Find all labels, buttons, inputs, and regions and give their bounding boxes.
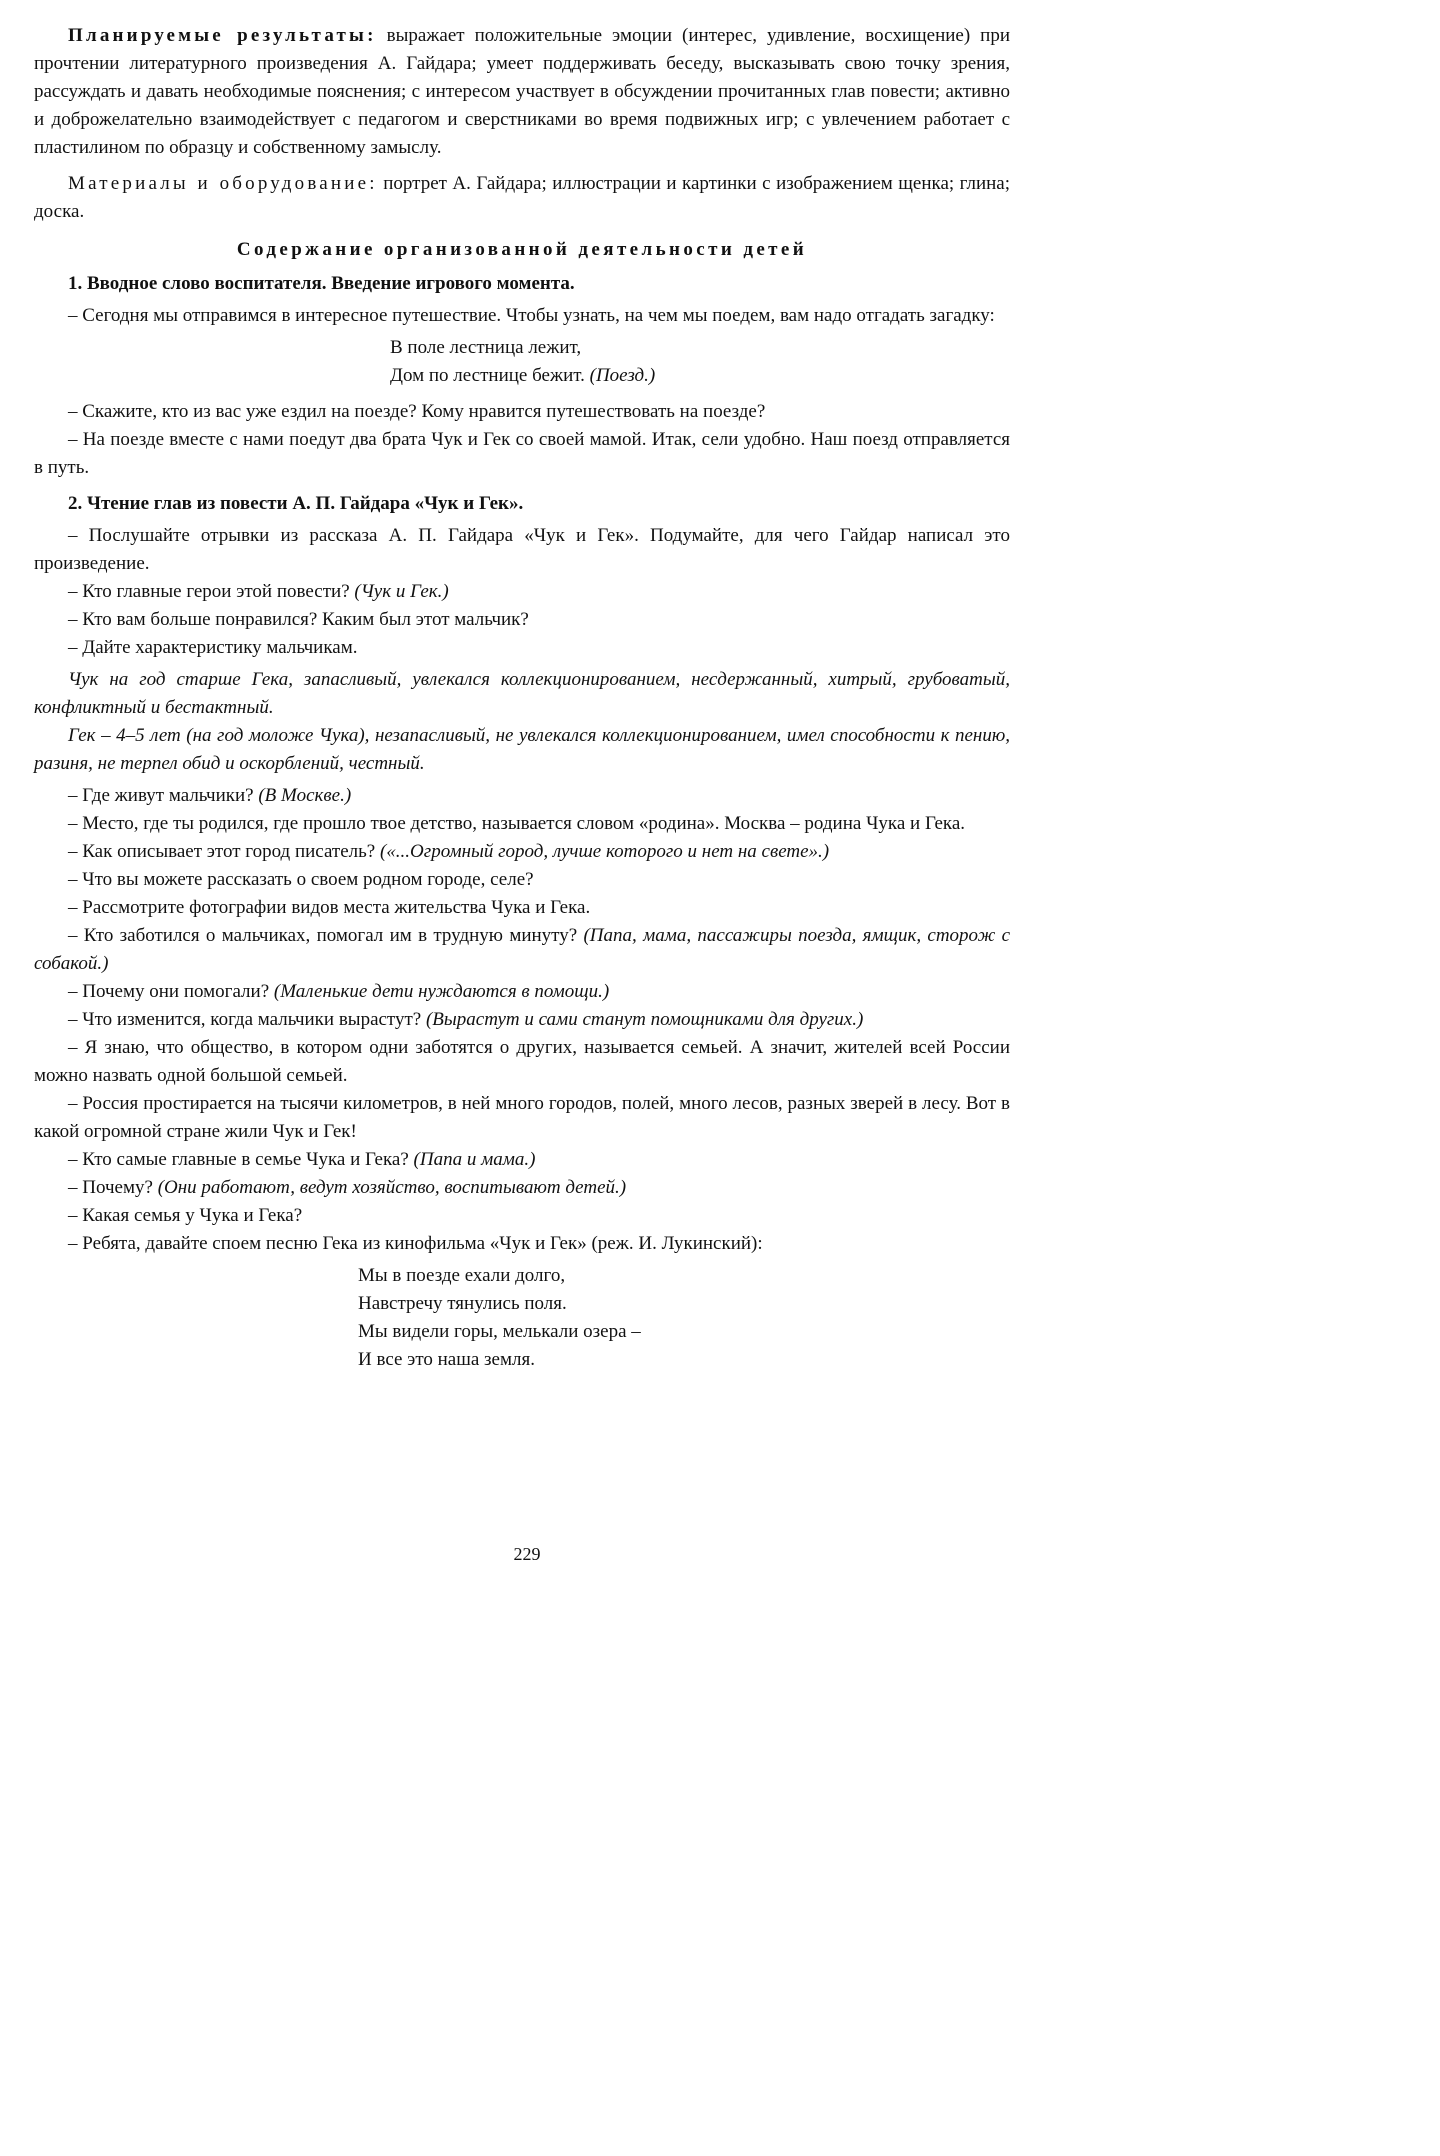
part1-question: – Скажите, кто из вас уже ездил на поезде? Кому нравится путешествовать на поезде?	[68, 401, 766, 422]
part2-q4: – Где живут мальчики? (В Москве.)	[68, 785, 352, 806]
song-line: Мы видели горы, мелькали озера –	[358, 1321, 641, 1342]
part2-q7: – Рассмотрите фотографии видов места жительства Чука и Гека.	[68, 897, 591, 918]
part2-q6: – Что вы можете рассказать о своем родном городе, селе?	[68, 869, 534, 890]
part2-q12: – Почему? (Они работают, ведут хозяйство, воспитывают детей.)	[68, 1177, 627, 1198]
part2-song-intro: – Ребята, давайте споем песню Гека из кинофильма «Чук и Гек» (реж. И. Лукинский):	[68, 1233, 763, 1254]
planned-results-label: Планируемые результаты:	[68, 25, 377, 46]
part1-title: 1. Вводное слово воспитателя. Введение игрового момента.	[68, 273, 575, 294]
materials-paragraph	[34, 170, 1010, 226]
part2-q2: – Кто вам больше понравился? Каким был этот мальчик?	[68, 609, 529, 630]
song-line: И все это наша земля.	[358, 1349, 535, 1370]
song-line: Мы в поезде ехали долго,	[358, 1265, 566, 1286]
planned-results-text: выражает положительные эмоции (интерес, удивление, восхищение) при прочтении литературного произведения А. Гайдара; умеет поддерживать беседу, высказывать свою точку зрения, рассуждать и давать необходимые пояснения; с интересом участвует в обсуждении прочитанных глав повести; активно и доброжелательно взаимодействует с педагогом и сверстниками во время подвижных игр; с увлечением работает с пластилином по образцу и собственному замыслу.	[34, 25, 1010, 158]
part1-train-paragraph: – На поезде вместе с нами поедут два брата Чук и Гек со своей мамой. Итак, сели удобно. Наш поезд отправляется в путь.	[34, 429, 1010, 478]
part2-q5: – Как описывает этот город писатель? («...Огромный город, лучше которого и нет на свете».)	[68, 841, 830, 862]
part2-q11: – Кто самые главные в семье Чука и Гека? (Папа и мама.)	[68, 1149, 536, 1170]
text-column	[34, 22, 1010, 1374]
part2-q3: – Дайте характеристику мальчикам.	[68, 637, 358, 658]
materials-label: Материалы и оборудование:	[68, 173, 378, 194]
part1-intro: – Сегодня мы отправимся в интересное путешествие. Чтобы узнать, на чем мы поедем, вам надо отгадать загадку:	[68, 305, 995, 326]
part2-homeland: – Место, где ты родился, где прошло твое детство, называется словом «родина». Москва – родина Чука и Гека.	[68, 813, 966, 834]
part2-q10: – Что изменится, когда мальчики вырастут? (Вырастут и сами станут помощниками для других.)	[68, 1009, 864, 1030]
song-line: Навстречу тянулись поля.	[358, 1293, 567, 1314]
part2-q9: – Почему они помогали? (Маленькие дети нуждаются в помощи.)	[68, 981, 610, 1002]
riddle-line-1: В поле лестница лежит,	[390, 337, 582, 358]
materials-text: портрет А. Гайдара; иллюстрации и картинки с изображением щенка; глина; доска.	[34, 173, 1011, 222]
part2-q13: – Какая семья у Чука и Гека?	[68, 1205, 303, 1226]
chuk-characteristic: Чук на год старше Гека, запасливый, увлекался коллекционированием, несдержанный, хитрый, грубоватый, конфликтный и бестактный.	[34, 669, 1010, 718]
section-title: Содержание организованной деятельности детей	[236, 239, 808, 260]
page-number: 229	[513, 1544, 541, 1564]
part2-russia: – Россия простирается на тысячи километров, в ней много городов, полей, много лесов, разных зверей в лесу. Вот в какой огромной стране жили Чук и Гек!	[34, 1093, 1010, 1142]
part2-q8: – Кто заботился о мальчиках, помогал им в трудную минуту? (Папа, мама, пассажиры поезда, ямщик, сторож с собакой.)	[34, 925, 1010, 974]
part2-intro: – Послушайте отрывки из рассказа А. П. Гайдара «Чук и Гек». Подумайте, для чего Гайдар написал это произведение.	[34, 525, 1010, 574]
gek-characteristic: Гек – 4–5 лет (на год моложе Чука), незапасливый, не увлекался коллекционированием, имел способности к пению, разиня, не терпел обид и оскорблений, честный.	[34, 725, 1010, 774]
part2-family: – Я знаю, что общество, в котором одни заботятся о других, называется семьей. А значит, жителей всей России можно назвать одной большой семьей.	[34, 1037, 1010, 1086]
planned-results-paragraph	[34, 22, 1010, 162]
riddle-answer: (Поезд.)	[589, 365, 656, 386]
riddle-line-2: Дом по лестнице бежит. (Поезд.)	[390, 365, 656, 386]
part2-q1: – Кто главные герои этой повести? (Чук и Гек.)	[68, 581, 449, 602]
part2-title: 2. Чтение глав из повести А. П. Гайдара «Чук и Гек».	[68, 493, 524, 514]
